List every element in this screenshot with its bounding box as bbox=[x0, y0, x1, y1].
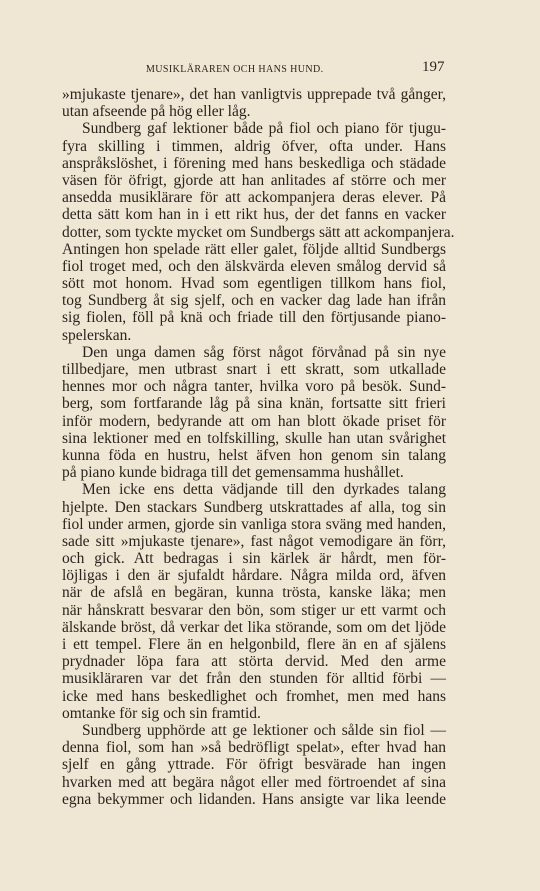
text-line: sjelf en gång yttrade. För öfrigt besvärade han ingen bbox=[62, 756, 446, 774]
text-line: Men icke ens detta vädjande till den dyrkades talang bbox=[82, 481, 446, 499]
text-line: omtanke för sig och sin framtid. bbox=[62, 704, 261, 722]
text-line: »mjukaste tjenare», det han vanligtvis upprepade två gånger, bbox=[62, 86, 446, 103]
text-line: fyra skilling i timmen, aldrig öfver, ofta under. Hans bbox=[62, 137, 446, 155]
text-line: prydnader löpa fara att störta dervid. Med den arme bbox=[62, 653, 446, 671]
text-line: dotter, som tyckte mycket om Sundbergs sätt att ackompanjera. bbox=[62, 223, 455, 241]
text-line: detta sätt kom han in i ett rikt hus, der det fanns en vacker bbox=[62, 206, 446, 224]
text-line: och gick. Att bedragas i sin kärlek är hårdt, men för- bbox=[62, 550, 446, 568]
text-line: tillbedjare, men utbrast snart i ett skratt, som utkallade bbox=[62, 361, 446, 378]
text-line: inför modern, bedyrande att om han blott ökade priset för bbox=[62, 412, 446, 430]
body-text bbox=[62, 86, 455, 808]
text-line: när de afslå en begäran, kunna trösta, kanske läka; men bbox=[62, 584, 446, 602]
text-line: hvarken med att begära något eller med förtroendet af sina bbox=[62, 773, 446, 791]
text-line: i ett tempel. Flere än en helgonbild, flere än en af själens bbox=[62, 636, 446, 653]
text-line: Antingen hon spelade rätt eller galet, följde alltid Sundbergs bbox=[62, 240, 446, 258]
text-line: anspråkslöshet, i förening med hans beskedliga och städade bbox=[62, 154, 446, 172]
text-line: älskande bröst, då verkar det lika störande, som om det ljöde bbox=[62, 618, 446, 636]
text-line: Den unga damen såg först något förvånad på sin nye bbox=[82, 343, 446, 361]
text-line: egna bekymmer och lidanden. Hans ansigte var lika leende bbox=[62, 790, 446, 808]
text-line: Sundberg gaf lektioner både på fiol och piano för tjugu- bbox=[82, 120, 446, 138]
text-line: berg, som fortfarande låg på sina knän, fortsatte sitt frieri bbox=[62, 395, 446, 413]
text-line: denna fiol, som han »så bedröfligt spelat», efter hvad han bbox=[62, 739, 446, 757]
text-line: ansedda musiklärare för att ackompanjera deras elever. På bbox=[62, 189, 446, 207]
text-line: Sundberg upphörde att ge lektioner och sålde sin fiol — bbox=[82, 721, 446, 739]
text-line: utan afseende på hög eller låg. bbox=[62, 103, 251, 121]
text-line: icke med hans beskedlighet och fromhet, men med hans bbox=[62, 687, 446, 705]
text-line: hennes mor och några tanter, hvilka voro på besök. Sund- bbox=[62, 378, 446, 396]
text-line: sina lektioner med en tolfskilling, skulle han utan svårighet bbox=[62, 429, 446, 447]
text-line: tog Sundberg åt sig sjelf, och en vacker dag lade han ifrån bbox=[62, 292, 446, 310]
text-line: väsen för öfrigt, gjorde att han anlitades af större och mer bbox=[62, 171, 446, 189]
text-line: när hånskratt besvarar den bön, som stiger ur ett varmt och bbox=[62, 601, 446, 619]
text-line: sött mot honom. Hvad som egentligen tillkom hans fiol, bbox=[62, 275, 446, 293]
text-line: på piano kunde bidraga till det gemensamma hushållet. bbox=[62, 464, 404, 482]
text-line: kunna föda en hustru, helst äfven hon genom sin talang bbox=[62, 446, 446, 464]
running-title: MUSIKLÄRAREN OCH HANS HUND. bbox=[146, 64, 324, 75]
text-line: sade sitt »mjukaste tjenare», fast något vemodigare än förr, bbox=[62, 532, 446, 550]
text-line: hjelpte. Den stackars Sundberg utskrattades af alla, tog sin bbox=[62, 498, 446, 516]
text-line: musikläraren var det från den stunden för alltid förbi — bbox=[62, 670, 446, 688]
text-line: spelerskan. bbox=[62, 326, 132, 344]
page-number: 197 bbox=[422, 59, 445, 75]
text-line: löjligas i den är sjufaldt hårdare. Några milda ord, äfven bbox=[62, 567, 446, 585]
text-line: fiol under armen, gjorde sin vanliga stora sväng med handen, bbox=[62, 515, 446, 533]
text-line: fiol troget med, och den älskvärda eleven smålog dervid så bbox=[62, 257, 446, 275]
text-line: sig fiolen, föll på knä och friade till den förtjusande piano- bbox=[62, 309, 446, 327]
